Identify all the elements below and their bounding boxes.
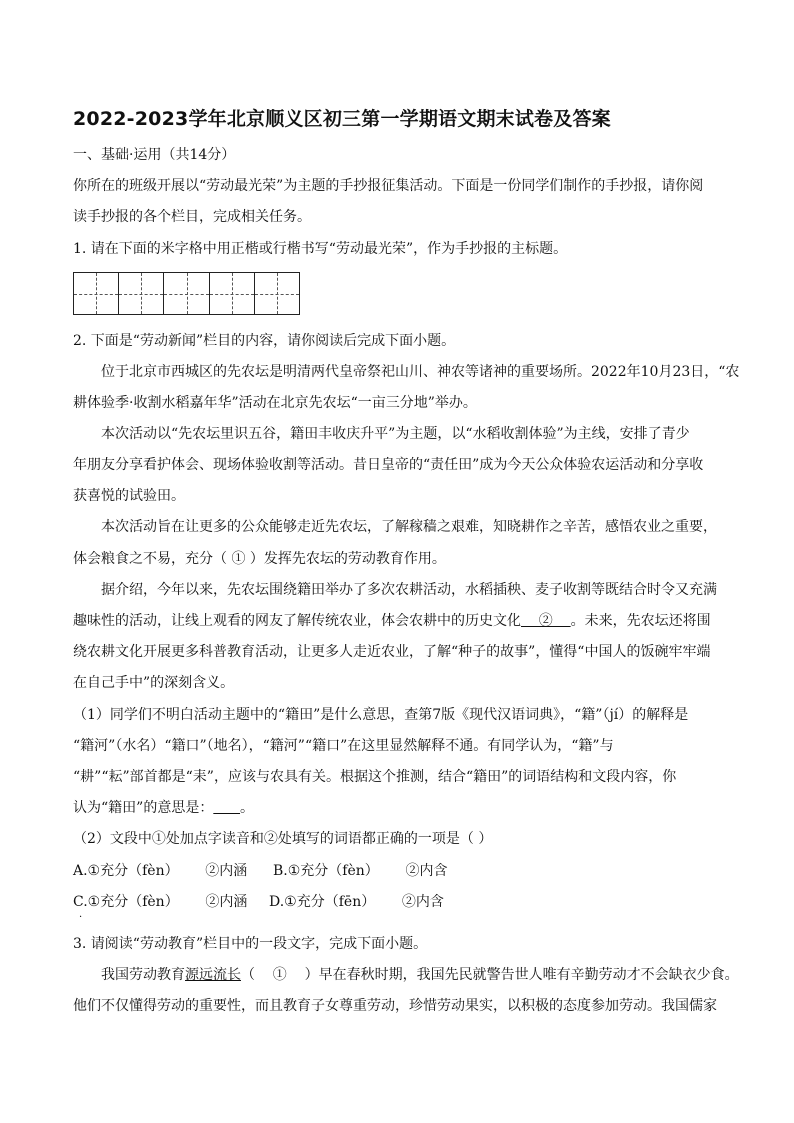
paragraph-line: 体会粮食之不易，充分（ ① ）发挥先农坛的劳动教育作用。 xyxy=(73,551,446,567)
intro-line-1: 你所在的班级开展以“劳动最光荣”为主题的手抄报征集活动。下面是一份同学们制作的手抄报，请你阅 xyxy=(73,178,704,194)
grid-cell[interactable] xyxy=(210,273,255,314)
section-heading: 一、基础·运用（共14分） xyxy=(73,147,236,163)
paragraph-line: 在自己手中”的深刻含义。 xyxy=(73,675,235,691)
paragraph-text: 趣味性的活动，让线上观看的网友了解传统农业，体会农耕中的历史文化 xyxy=(73,613,521,629)
stray-dot: · xyxy=(79,912,83,923)
paragraph-line: 获喜悦的试验田。 xyxy=(73,488,185,504)
option-c[interactable]: C.①充分（fèn） ②内涵 xyxy=(73,894,248,910)
paragraph-line: 据介绍，今年以来，先农坛围绕籍田举办了多次农耕活动，水稻插秧、麦子收割等既结合时令又充满 xyxy=(101,582,717,598)
paragraph-text: 。 xyxy=(240,800,255,816)
paragraph-line xyxy=(73,612,711,630)
answer-blank[interactable] xyxy=(213,800,240,816)
paragraph-text: 。未来，先农坛还将围 xyxy=(570,613,711,629)
subquestion-1-line: “耕”“耘”部首都是“耒”，应该与农具有关。根据这个推测，结合“籍田”的词语结构和文段内容，你 xyxy=(73,769,677,785)
paragraph-line: 位于北京市西城区的先农坛是明清两代皇帝祭祀山川、神农等诸神的重要场所。2022年10月23日，“农 xyxy=(101,364,740,380)
paragraph-line: 本次活动旨在让更多的公众能够走近先农坛，了解稼穑之艰难，知晓耕作之辛苦，感悟农业之重要， xyxy=(101,519,717,535)
question-1: 1. 请在下面的米字格中用正楷或行楷书写“劳动最光荣”，作为手抄报的主标题。 xyxy=(73,241,568,257)
page-title: 2022-2023学年北京顺义区初三第一学期语文期末试卷及答案 xyxy=(73,108,611,130)
paragraph-line: 本次活动以“先农坛里识五谷，籍田丰收庆升平”为主题，以“水稻收割体验”为主线，安排了青少 xyxy=(101,426,690,442)
writing-grid[interactable] xyxy=(73,272,300,315)
subquestion-1-line xyxy=(73,799,254,817)
fill-blank-2[interactable]: ② xyxy=(521,613,571,629)
paragraph-line: 耕体验季·收割水稻嘉年华”活动在北京先农坛“一亩三分地”举办。 xyxy=(73,395,477,411)
option-b[interactable]: B.①充分（fèn） ②内含 xyxy=(273,863,448,879)
grid-cell[interactable] xyxy=(119,273,164,314)
question-2-heading: 2. 下面是“劳动新闻”栏目的内容，请你阅读后完成下面小题。 xyxy=(73,333,456,349)
paragraph-line: 年朋友分享看护体会、现场体验收割等活动。昔日皇帝的“责任田”成为今天公众体验农运活动和分享收 xyxy=(73,457,704,473)
grid-cell[interactable] xyxy=(74,273,119,314)
underlined-term: 源远流长 xyxy=(185,967,241,983)
grid-cell[interactable] xyxy=(255,273,299,314)
paragraph-text: 认为“籍田”的意思是： xyxy=(73,800,214,816)
subquestion-1-line: “籍河”（水名）“籍口”（地名），“籍河”“籍口”在这里显然解释不通。有同学认为，“籍”与 xyxy=(73,738,614,754)
paragraph-text: （ ① ）早在春秋时期，我国先民就警告世人唯有辛勤劳动才不会缺衣少食。 xyxy=(241,967,739,983)
paragraph-line xyxy=(101,966,739,984)
paragraph-line: 绕农耕文化开展更多科普教育活动，让更多人走近农业，了解“种子的故事”，懂得“中国人的饭碗牢牢端 xyxy=(73,644,711,660)
grid-cell[interactable] xyxy=(164,273,209,314)
subquestion-1: （1）同学们不明白活动主题中的“籍田”是什么意思，查第7版《现代汉语词典》，“籍”（jí）的解释是 xyxy=(73,707,689,723)
option-a[interactable]: A.①充分（fèn） ②内涵 xyxy=(73,863,248,879)
paragraph-line: 他们不仅懂得劳动的重要性，而且教育子女尊重劳动，珍惜劳动果实，以积极的态度参加劳动。我国儒家 xyxy=(73,998,717,1014)
subquestion-2: （2）文段中①处加点字读音和②处填写的词语都正确的一项是（ ） xyxy=(73,831,493,847)
paragraph-text: 我国劳动教育 xyxy=(101,967,185,983)
question-3-heading: 3. 请阅读“劳动教育”栏目中的一段文字，完成下面小题。 xyxy=(73,936,428,952)
option-d[interactable]: D.①充分（fēn） ②内含 xyxy=(269,894,444,910)
intro-line-2: 读手抄报的各个栏目，完成相关任务。 xyxy=(73,209,311,225)
